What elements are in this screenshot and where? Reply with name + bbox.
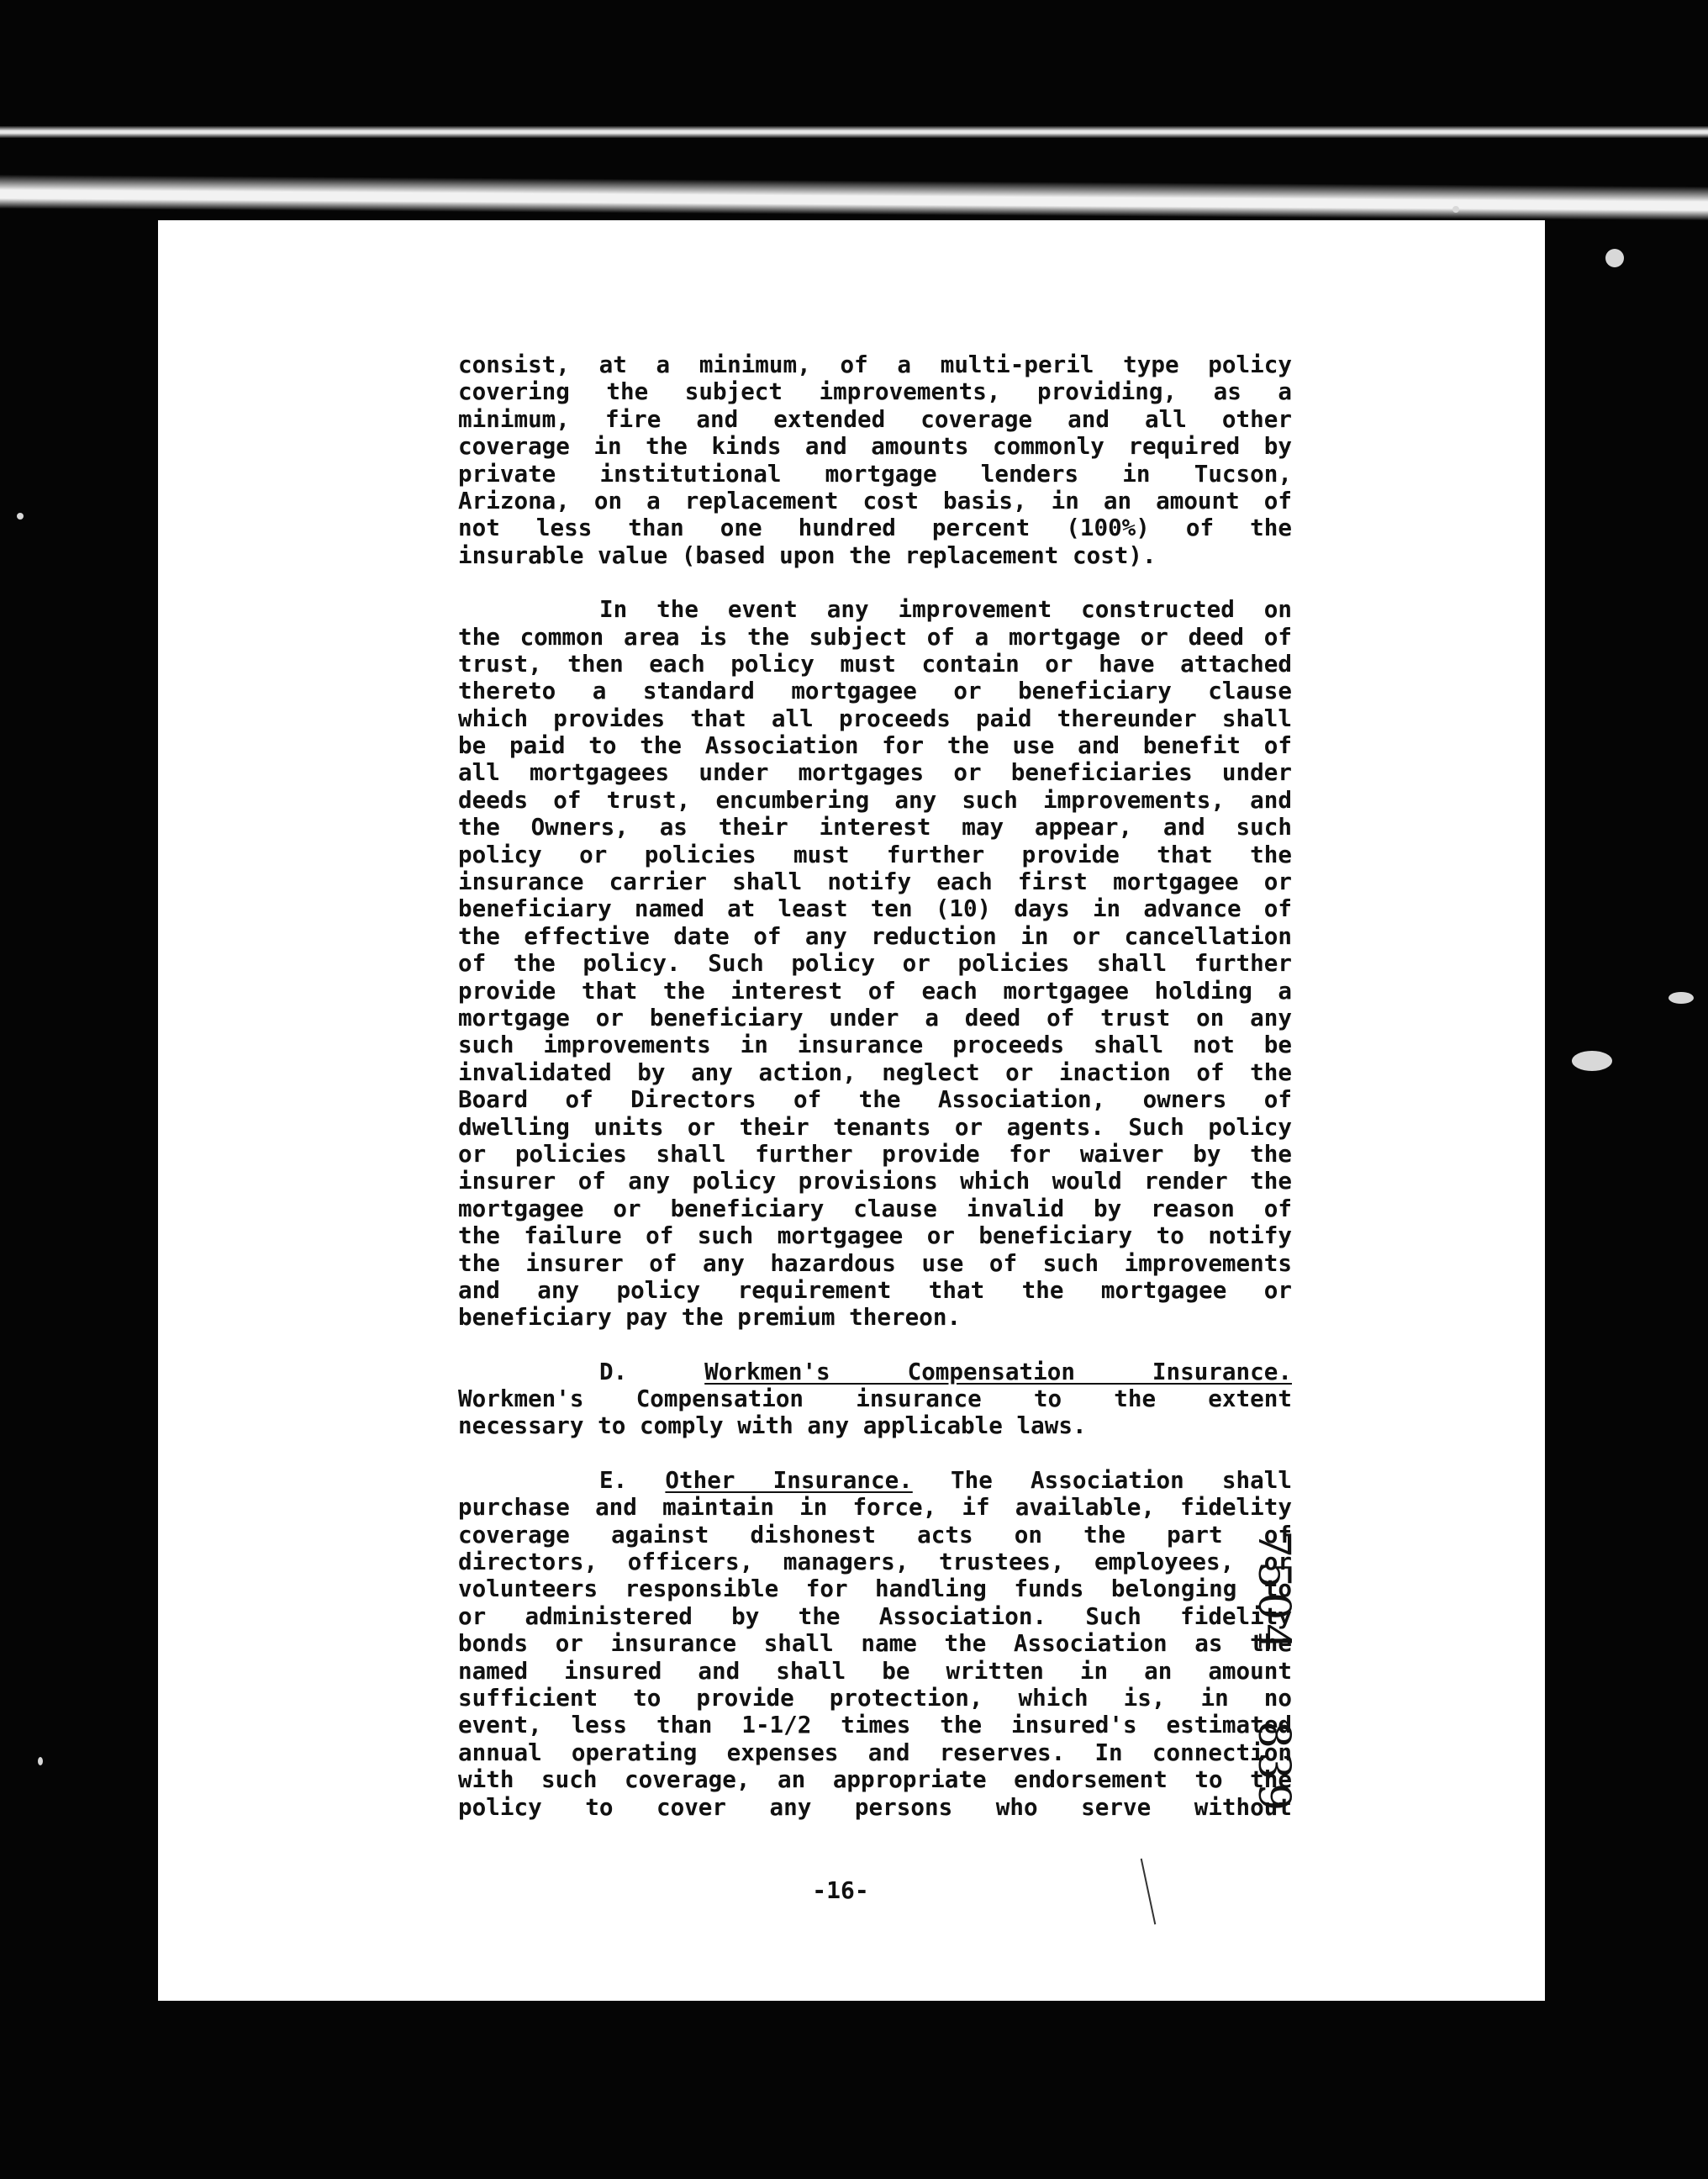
text-line: and any policy requirement that the mortgagee or — [458, 1275, 1292, 1304]
text-line: insurer of any policy provisions which would render the — [458, 1167, 1292, 1195]
text-line: sufficient to provide protection, which is, in no — [458, 1683, 1292, 1712]
text-line: volunteers responsible for handling funds belonging to — [458, 1575, 1292, 1603]
paragraph-mortgagee-clause — [458, 596, 1292, 1332]
recording-page: 839 — [1248, 1720, 1299, 1815]
section-heading: Workmen's Compensation Insurance. — [704, 1357, 1292, 1385]
section-e-other-insurance — [458, 1467, 1292, 1821]
text-line: which provides that all proceeds paid thereunder shall — [458, 704, 1292, 732]
text-line: or policies shall further provide for waiver by the — [458, 1139, 1292, 1168]
text-line: purchase and maintain in force, if available, fidelity — [458, 1493, 1292, 1522]
text-line: named insured and shall be written in an amount — [458, 1656, 1292, 1685]
section-letter: E. — [599, 1465, 628, 1494]
text-line: coverage in the kinds and amounts commonly required by — [458, 432, 1292, 461]
text-line: deeds of trust, encumbering any such improvements, and — [458, 785, 1292, 814]
text-line: beneficiary pay the premium thereon. — [458, 1303, 962, 1332]
text-line: policy to cover any persons who serve without — [458, 1792, 1292, 1821]
text-line: coverage against dishonest acts on the part of — [458, 1520, 1292, 1549]
text-line: with such coverage, an appropriate endorsement to the — [458, 1765, 1292, 1794]
section-heading: Other Insurance. — [665, 1465, 913, 1494]
text-line: Arizona, on a replacement cost basis, in an amount of — [458, 486, 1292, 514]
scan-speck — [38, 1757, 43, 1765]
scan-speck — [17, 513, 24, 520]
text-line: the failure of such mortgagee or beneficiary to notify — [458, 1221, 1292, 1250]
text-line: or administered by the Association. Such fidelity — [458, 1601, 1292, 1630]
scan-edge-top — [0, 126, 1708, 138]
section-letter: D. — [599, 1357, 628, 1385]
recording-docket: 7504 — [1248, 1530, 1299, 1655]
text-line: bonds or insurance shall name the Association as the — [458, 1629, 1292, 1658]
document-body — [458, 351, 1292, 1821]
text-line: beneficiary named at least ten (10) days in advance of — [458, 894, 1292, 923]
text-line: necessary to comply with any applicable laws. — [458, 1411, 1087, 1440]
text-line: be paid to the Association for the use and benefit of — [458, 731, 1292, 760]
text-line: minimum, fire and extended coverage and all other — [458, 404, 1292, 433]
section-d-workmens-compensation — [458, 1359, 1292, 1440]
text-line: dwelling units or their tenants or agents. Such policy — [458, 1112, 1292, 1141]
paragraph-insurance-coverage — [458, 351, 1292, 569]
scan-speck — [1452, 206, 1459, 213]
text-line: event, less than 1-1/2 times the insured's estimated — [458, 1711, 1292, 1739]
text-line: consist, at a minimum, of a multi-peril type policy — [458, 351, 1292, 378]
text-line: covering the subject improvements, providing, as a — [458, 377, 1292, 406]
text-line: all mortgagees under mortgages or beneficiaries under — [458, 758, 1292, 787]
text-line: directors, officers, managers, trustees, employees, or — [458, 1548, 1292, 1576]
scan-edge-second — [0, 175, 1708, 220]
text-line: the common area is the subject of a mortgage or deed of — [458, 622, 1292, 651]
section-heading-rest: The Association shall — [950, 1465, 1292, 1494]
recording-stamp — [1248, 1530, 1299, 1815]
text-line: annual operating expenses and reserves. In connection — [458, 1738, 1292, 1766]
text-line: In the event any improvement constructed on — [599, 595, 1292, 624]
text-line: not less than one hundred percent (100%) of the — [458, 514, 1292, 542]
scan-speck — [1572, 1051, 1612, 1071]
text-line: provide that the interest of each mortgagee holding a — [458, 976, 1292, 1005]
text-line: mortgage or beneficiary under a deed of trust on any — [458, 1003, 1292, 1031]
page-number: -16- — [812, 1876, 869, 1904]
scan-speck — [1605, 249, 1624, 267]
text-line: policy or policies must further provide that the — [458, 840, 1292, 868]
text-line: of the policy. Such policy or policies shall further — [458, 949, 1292, 978]
text-line: Board of Directors of the Association, owners of — [458, 1085, 1292, 1114]
text-line: trust, then each policy must contain or have attached — [458, 649, 1292, 678]
scan-speck — [1668, 992, 1694, 1004]
text-line: Workmen's Compensation insurance to the extent — [458, 1385, 1292, 1413]
section-heading-line — [458, 1359, 1292, 1385]
text-line: insurable value (based upon the replacement cost). — [458, 541, 1157, 569]
text-line: the Owners, as their interest may appear, and such — [458, 813, 1292, 842]
text-line: insurance carrier shall notify each first mortgagee or — [458, 868, 1292, 896]
text-line: the insurer of any hazardous use of such improvements — [458, 1248, 1292, 1277]
text-line: private institutional mortgage lenders in Tucson, — [458, 459, 1292, 488]
text-line: the effective date of any reduction in or cancellation — [458, 921, 1292, 950]
text-line: mortgagee or beneficiary clause invalid by reason of — [458, 1194, 1292, 1222]
text-line: invalidated by any action, neglect or inaction of the — [458, 1058, 1292, 1086]
section-heading-line — [458, 1467, 1292, 1494]
text-line: thereto a standard mortgagee or beneficiary clause — [458, 677, 1292, 705]
text-line: such improvements in insurance proceeds shall not be — [458, 1031, 1292, 1059]
